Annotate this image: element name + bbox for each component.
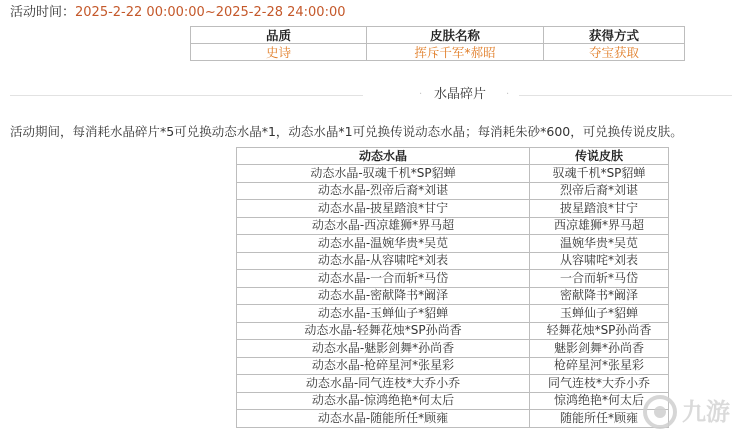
skin-table-header-quality: 品质 [191, 27, 367, 44]
table-row [237, 357, 669, 375]
skin-quality-cell: 史诗 [191, 44, 367, 61]
skin-table [190, 26, 685, 61]
table-row [237, 410, 669, 428]
crystal-name-cell: 动态水晶-驭魂千机*SP貂蝉 [237, 165, 530, 183]
skin-name-link[interactable]: 挥斥千军*郝昭 [367, 44, 544, 61]
legend-skin-cell: 同气连枝*大乔小乔 [530, 375, 669, 393]
legend-skin-cell: 密献降书*阚泽 [530, 287, 669, 305]
table-row [237, 165, 669, 183]
legend-skin-cell: 从容啸咤*刘表 [530, 252, 669, 270]
skin-table-row [191, 44, 685, 61]
table-row [237, 217, 669, 235]
crystal-table-header-skin: 传说皮肤 [530, 148, 669, 165]
crystal-name-cell: 动态水晶-随能所任*顾雍 [237, 410, 530, 428]
table-row [237, 200, 669, 218]
legend-skin-cell: 惊鸿绝艳*何太后 [530, 392, 669, 410]
crystal-name-cell: 动态水晶-一合而斩*马岱 [237, 270, 530, 288]
crystal-name-cell: 动态水晶-从容啸咤*刘表 [237, 252, 530, 270]
divider-line-right [519, 95, 732, 96]
watermark-text: 九游 [682, 398, 730, 426]
table-row [237, 392, 669, 410]
skin-method-link[interactable]: 夺宝获取 [544, 44, 685, 61]
divider-dot-right-icon: · [506, 89, 510, 100]
activity-time-label: 活动时间： [10, 5, 76, 20]
watermark-logo-icon [640, 390, 743, 433]
section-title: 水晶碎片 [434, 87, 487, 102]
crystal-name-cell: 动态水晶-西凉雄狮*界马超 [237, 217, 530, 235]
table-row [237, 270, 669, 288]
legend-skin-cell: 温婉华贵*吴苋 [530, 235, 669, 253]
crystal-name-cell: 动态水晶-同气连枝*大乔小乔 [237, 375, 530, 393]
legend-skin-cell: 轻舞花烛*SP孙尚香 [530, 322, 669, 340]
skin-table-header-name: 皮肤名称 [367, 27, 544, 44]
legend-skin-cell: 一合而斩*马岱 [530, 270, 669, 288]
table-row [237, 322, 669, 340]
watermark [640, 390, 743, 433]
divider-line-left [10, 95, 363, 96]
crystal-name-cell: 动态水晶-烈帝后裔*刘谌 [237, 182, 530, 200]
crystal-name-cell: 动态水晶-温婉华贵*吴苋 [237, 235, 530, 253]
table-row [237, 252, 669, 270]
crystal-name-cell: 动态水晶-魅影剑舞*孙尚香 [237, 340, 530, 358]
crystal-name-cell: 动态水晶-枪碎星河*张星彩 [237, 357, 530, 375]
crystal-table [236, 147, 669, 428]
crystal-name-cell: 动态水晶-玉蝉仙子*貂蝉 [237, 305, 530, 323]
crystal-name-cell: 动态水晶-惊鸿绝艳*何太后 [237, 392, 530, 410]
table-row [237, 182, 669, 200]
table-row [237, 340, 669, 358]
legend-skin-cell: 魅影剑舞*孙尚香 [530, 340, 669, 358]
legend-skin-cell: 枪碎星河*张星彩 [530, 357, 669, 375]
crystal-name-cell: 动态水晶-轻舞花烛*SP孙尚香 [237, 322, 530, 340]
legend-skin-cell: 玉蝉仙子*貂蝉 [530, 305, 669, 323]
crystal-table-header-crystal: 动态水晶 [237, 148, 530, 165]
skin-table-header-row [191, 27, 685, 44]
crystal-table-body [237, 165, 669, 428]
legend-skin-cell: 烈帝后裔*刘谌 [530, 182, 669, 200]
activity-time-value: 2025-2-22 00:00:00~2025-2-28 24:00:00 [75, 5, 346, 20]
crystal-table-header-row [237, 148, 669, 165]
divider-dot-left-icon: · [419, 89, 423, 100]
table-row [237, 235, 669, 253]
legend-skin-cell: 驭魂千机*SP貂蝉 [530, 165, 669, 183]
crystal-name-cell: 动态水晶-密献降书*阚泽 [237, 287, 530, 305]
table-row [237, 305, 669, 323]
table-row [237, 287, 669, 305]
legend-skin-cell: 披星踏浪*甘宁 [530, 200, 669, 218]
crystal-name-cell: 动态水晶-披星踏浪*甘宁 [237, 200, 530, 218]
legend-skin-cell: 随能所任*顾雍 [530, 410, 669, 428]
section-divider [10, 84, 732, 106]
legend-skin-cell: 西凉雄狮*界马超 [530, 217, 669, 235]
skin-table-header-method: 获得方式 [544, 27, 685, 44]
table-row [237, 375, 669, 393]
activity-time [10, 5, 346, 21]
exchange-description: 活动期间，每消耗水晶碎片*5可兑换动态水晶*1，动态水晶*1可兑换传说动态水晶；每消耗朱砂*600，可兑换传说皮肤。 [10, 124, 683, 139]
